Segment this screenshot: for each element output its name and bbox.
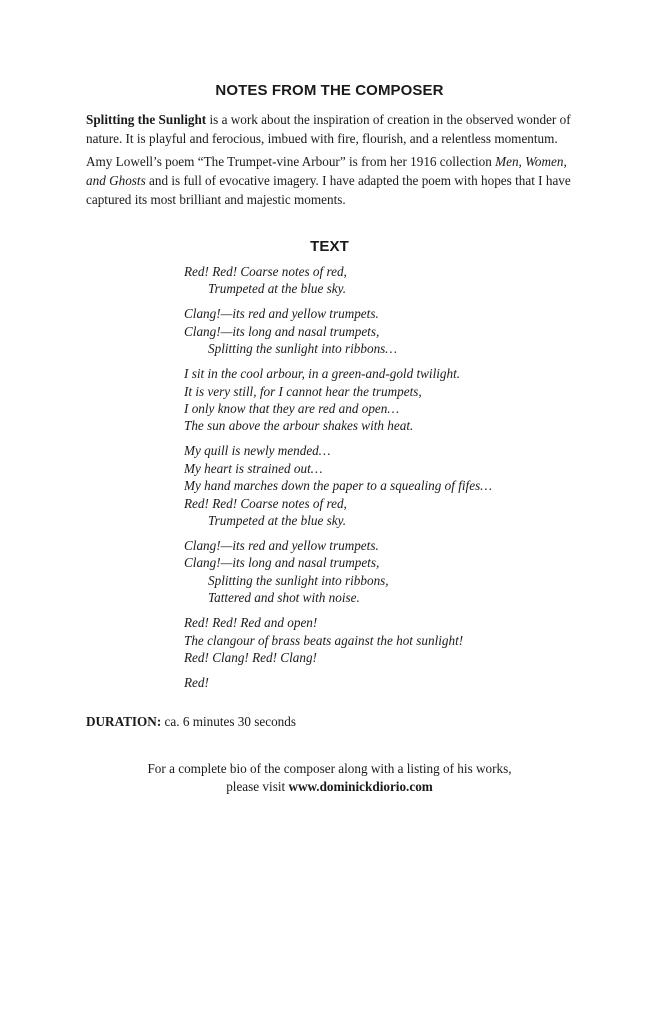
stanza bbox=[184, 305, 604, 357]
poem-line: Red! Clang! Red! Clang! bbox=[184, 650, 317, 666]
notes-paragraph-2-text-b: and is full of evocative imagery. I have adapted the poem with hopes that I have captured its most brilliant and majestic moments. bbox=[86, 173, 571, 207]
poem-line: The clangour of brass beats against the hot sunlight! bbox=[184, 632, 464, 648]
poem-line: Clang!—its red and yellow trumpets. bbox=[184, 538, 379, 554]
poem-line: Trumpeted at the blue sky. bbox=[208, 513, 347, 529]
poem-line: Red! Red! Coarse notes of red, bbox=[184, 495, 347, 511]
poem-line: I sit in the cool arbour, in a green-and-gold twilight. bbox=[184, 366, 461, 382]
poem-line: My quill is newly mended… bbox=[184, 443, 331, 459]
notes-paragraph-2 bbox=[86, 152, 576, 209]
poem-line: It is very still, for I cannot hear the trumpets, bbox=[184, 383, 422, 399]
poem-line: Red! Red! Coarse notes of red, bbox=[184, 264, 347, 279]
poem-line: Trumpeted at the blue sky. bbox=[208, 281, 347, 297]
poem-line: Red! bbox=[184, 675, 209, 691]
stanza bbox=[184, 365, 604, 435]
poem-line: Splitting the sunlight into ribbons… bbox=[208, 341, 398, 357]
poem-line: I only know that they are red and open… bbox=[184, 401, 400, 417]
work-title: Splitting the Sunlight bbox=[86, 112, 207, 127]
stanza bbox=[184, 614, 604, 666]
duration-label: DURATION: bbox=[86, 714, 162, 729]
duration bbox=[86, 712, 296, 731]
poem bbox=[184, 263, 604, 699]
poem-line: Splitting the sunlight into ribbons, bbox=[208, 572, 389, 588]
stanza bbox=[184, 537, 604, 607]
duration-value: ca. 6 minutes 30 seconds bbox=[161, 714, 296, 729]
poem-line: My heart is strained out… bbox=[184, 460, 323, 476]
poem-line: The sun above the arbour shakes with heat. bbox=[184, 418, 414, 434]
poem-line: My hand marches down the paper to a squealing of fifes… bbox=[184, 478, 492, 494]
notes-paragraph-2-text-a: Amy Lowell’s poem “The Trumpet-vine Arbour” is from her 1916 collection bbox=[86, 154, 496, 169]
notes-paragraph-1 bbox=[86, 110, 576, 148]
poem-line: Red! Red! Red and open! bbox=[184, 615, 318, 631]
notes-heading: NOTES FROM THE COMPOSER bbox=[215, 82, 444, 99]
poem-line: Clang!—its red and yellow trumpets. bbox=[184, 306, 379, 322]
book-title: Men, Women, and Ghosts bbox=[86, 154, 567, 188]
bio-note bbox=[0, 760, 659, 795]
bio-line-1: For a complete bio of the composer along with a listing of his works, bbox=[147, 761, 512, 776]
composer-website-link[interactable]: www.dominickdiorio.com bbox=[288, 778, 433, 794]
stanza bbox=[184, 263, 604, 298]
poem-line: Clang!—its long and nasal trumpets, bbox=[184, 323, 380, 339]
poem-line: Tattered and shot with noise. bbox=[208, 590, 360, 606]
stanza bbox=[184, 674, 604, 691]
notes-paragraph-1-text: is a work about the inspiration of creation in the observed wonder of nature. It is playful and ferocious, imbued with fire, flourish, and a relentless momentum. bbox=[86, 112, 571, 146]
text-heading: TEXT bbox=[310, 238, 349, 255]
poem-line: Clang!—its long and nasal trumpets, bbox=[184, 555, 380, 571]
bio-line-2-prefix: please visit bbox=[226, 778, 289, 794]
stanza bbox=[184, 442, 604, 529]
